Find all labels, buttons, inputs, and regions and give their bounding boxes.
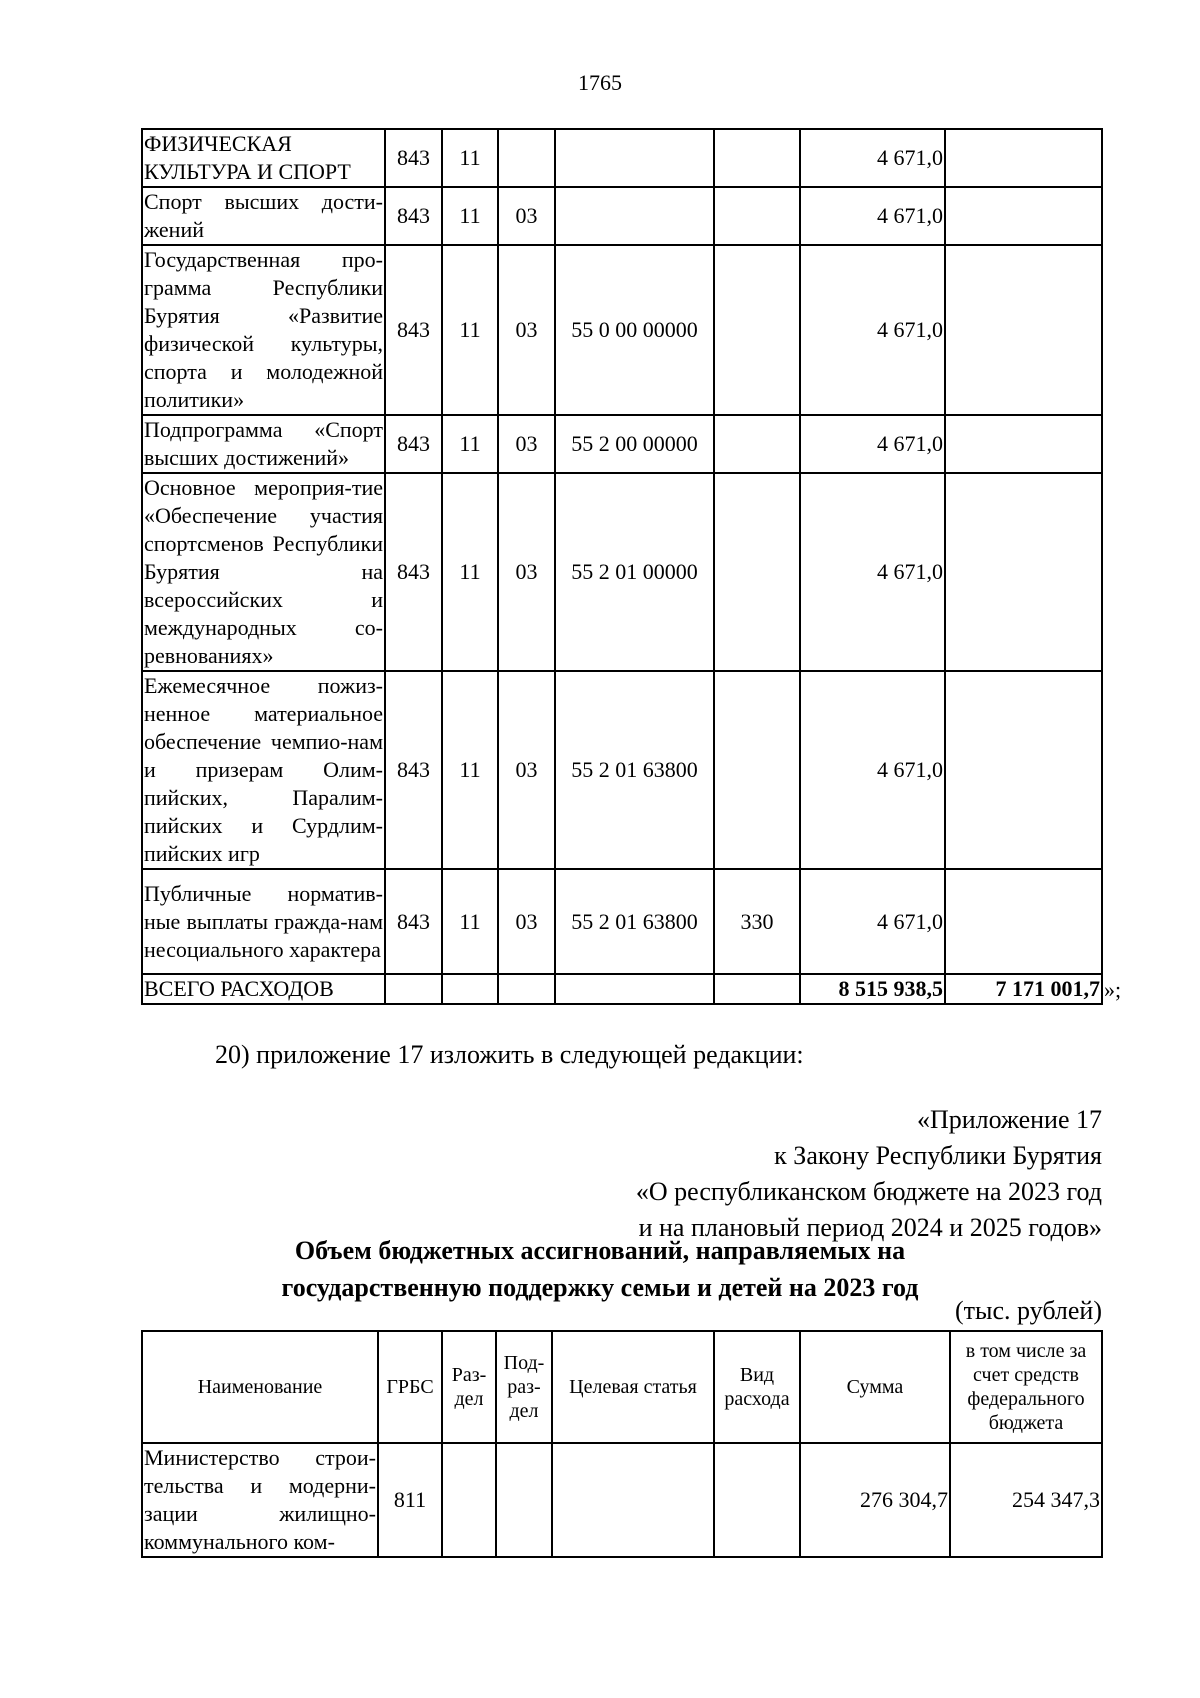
total-label: ВСЕГО РАСХОДОВ: [142, 974, 385, 1004]
cell-name: Министерство строи-тельства и модерни-зации жилищно-коммунального ком-: [142, 1443, 378, 1557]
cell-federal: [945, 187, 1102, 245]
cell-expense-type: [714, 671, 800, 869]
cell-target-article: 55 0 00 00000: [555, 245, 714, 415]
cell-target-article: [555, 187, 714, 245]
cell-federal: [945, 129, 1102, 187]
cell-name: Публичные норматив-ные выплаты гражда-нам несоциального характера: [142, 869, 385, 974]
appendix-header: [636, 1102, 1102, 1246]
expenditure-table: [141, 128, 1103, 1005]
header-vid: Вид расхода: [714, 1331, 800, 1443]
table-row: [142, 869, 1102, 974]
header-federal: в том числе за счет средств федерального бюджета: [950, 1331, 1102, 1443]
cell-razdel: 11: [442, 187, 498, 245]
cell-federal: [945, 415, 1102, 473]
cell-target-article: 55 2 01 00000: [555, 473, 714, 671]
cell-podrazdel: 03: [498, 473, 555, 671]
empty-cell: [498, 974, 555, 1004]
cell-sum: 4 671,0: [800, 869, 945, 974]
appendix-line: «О республиканском бюджете на 2023 год: [635, 1177, 1102, 1206]
table-row: [142, 415, 1102, 473]
family-support-table: [141, 1330, 1103, 1558]
cell-podrazdel: [498, 129, 555, 187]
empty-cell: [714, 974, 800, 1004]
cell-grbs: 811: [378, 1443, 442, 1557]
cell-expense-type: [714, 473, 800, 671]
cell-target-article: 55 2 00 00000: [555, 415, 714, 473]
cell-target-article: [555, 129, 714, 187]
cell-target-article: [552, 1443, 714, 1557]
cell-podrazdel: 03: [498, 187, 555, 245]
appendix-line: «Приложение 17: [916, 1105, 1102, 1134]
cell-expense-type: 330: [714, 869, 800, 974]
empty-cell: [555, 974, 714, 1004]
cell-grbs: 843: [385, 245, 442, 415]
cell-grbs: 843: [385, 869, 442, 974]
table-row: [142, 671, 1102, 869]
total-row: [142, 974, 1102, 1004]
total-federal: 7 171 001,7: [945, 974, 1102, 1004]
cell-podrazdel: 03: [498, 245, 555, 415]
appendix-line: к Закону Республики Бурятия: [774, 1141, 1102, 1170]
cell-expense-type: [714, 129, 800, 187]
cell-federal: [945, 671, 1102, 869]
cell-sum: 4 671,0: [800, 473, 945, 671]
table-row: [142, 187, 1102, 245]
cell-grbs: 843: [385, 129, 442, 187]
cell-sum: 4 671,0: [800, 671, 945, 869]
cell-name: Ежемесячное пожиз-ненное материальное обеспечение чемпио-нам и призерам Олим-пийских, Паралим-пийских и Сурдлим-пийских игр: [142, 671, 385, 869]
header-target: Целевая статья: [552, 1331, 714, 1443]
header-row: [142, 1331, 1102, 1443]
cell-podrazdel: [496, 1443, 552, 1557]
header-sum: Сумма: [800, 1331, 950, 1443]
title-line: государственную поддержку семьи и детей на 2023 год: [281, 1273, 919, 1302]
cell-federal: [945, 473, 1102, 671]
header-podrazdel: Под-раз-дел: [496, 1331, 552, 1443]
closing-quote: »;: [1104, 977, 1122, 1002]
cell-name: ФИЗИЧЕСКАЯ КУЛЬТУРА И СПОРТ: [142, 129, 385, 187]
table-row: [142, 129, 1102, 187]
cell-grbs: 843: [385, 671, 442, 869]
cell-name: Спорт высших дости-жений: [142, 187, 385, 245]
cell-federal: [945, 245, 1102, 415]
table-row: [142, 1443, 1102, 1557]
cell-razdel: 11: [442, 415, 498, 473]
cell-name: Подпрограмма «Спорт высших достижений»: [142, 415, 385, 473]
cell-razdel: [442, 1443, 496, 1557]
cell-razdel: 11: [442, 869, 498, 974]
table-row: [142, 245, 1102, 415]
cell-sum: 4 671,0: [800, 415, 945, 473]
cell-razdel: 11: [442, 129, 498, 187]
cell-target-article: 55 2 01 63800: [555, 671, 714, 869]
cell-podrazdel: 03: [498, 415, 555, 473]
cell-razdel: 11: [442, 473, 498, 671]
cell-grbs: 843: [385, 187, 442, 245]
amendment-instruction: 20) приложение 17 изложить в следующей редакции:: [215, 1040, 804, 1069]
empty-cell: [385, 974, 442, 1004]
document-title: [0, 1232, 1200, 1306]
empty-cell: [442, 974, 498, 1004]
cell-federal: [945, 869, 1102, 974]
cell-sum: 4 671,0: [800, 187, 945, 245]
cell-razdel: 11: [442, 671, 498, 869]
cell-expense-type: [714, 1443, 800, 1557]
cell-podrazdel: 03: [498, 869, 555, 974]
cell-expense-type: [714, 415, 800, 473]
appendix-line: и на плановый период 2024 и 2025 годов»: [638, 1213, 1102, 1242]
cell-name: Государственная про-грамма Республики Бурятия «Развитие физической культуры, спорта и молодежной политики»: [142, 245, 385, 415]
table-row: [142, 473, 1102, 671]
cell-federal: 254 347,3: [950, 1443, 1102, 1557]
cell-expense-type: [714, 187, 800, 245]
cell-sum: 4 671,0: [800, 129, 945, 187]
cell-sum: 276 304,7: [800, 1443, 950, 1557]
cell-razdel: 11: [442, 245, 498, 415]
cell-grbs: 843: [385, 415, 442, 473]
cell-target-article: 55 2 01 63800: [555, 869, 714, 974]
units-label: (тыс. рублей): [954, 1296, 1102, 1325]
cell-expense-type: [714, 245, 800, 415]
cell-podrazdel: 03: [498, 671, 555, 869]
total-sum: 8 515 938,5: [800, 974, 945, 1004]
cell-sum: 4 671,0: [800, 245, 945, 415]
header-grbs: ГРБС: [378, 1331, 442, 1443]
cell-grbs: 843: [385, 473, 442, 671]
header-name: Наименование: [142, 1331, 378, 1443]
page-number: 1765: [578, 70, 622, 95]
title-line: Объем бюджетных ассигнований, направляемых на: [294, 1236, 906, 1265]
header-razdel: Раз-дел: [442, 1331, 496, 1443]
cell-name: Основное мероприя-тие «Обеспечение участия спортсменов Республики Бурятия на всероссийских и международных со-ревнованиях»: [142, 473, 385, 671]
